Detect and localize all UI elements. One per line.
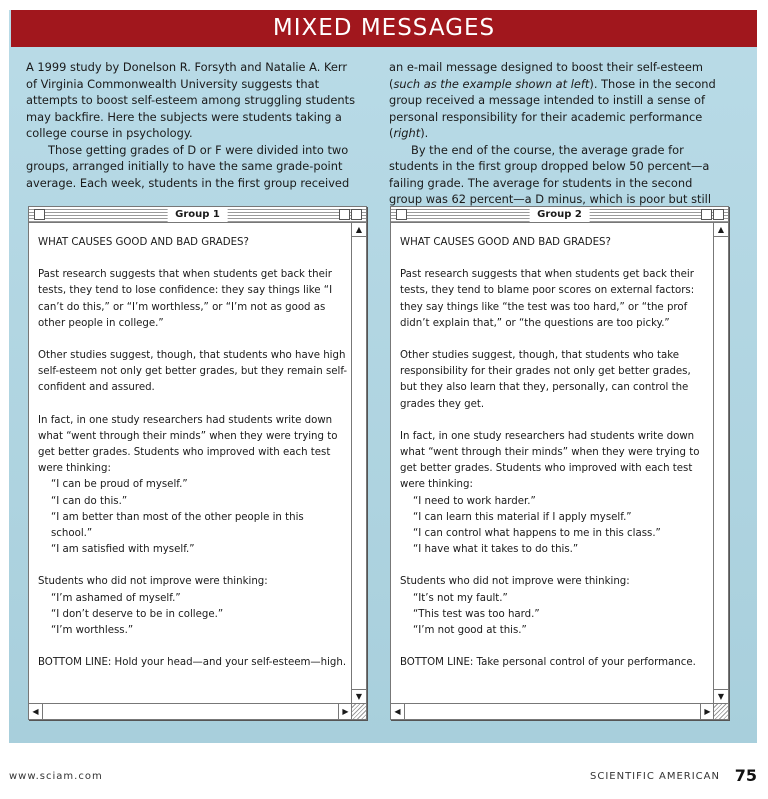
quote-line: “I can control what happens to me in this class.” [413,528,661,540]
quote-line: “I’m worthless.” [51,625,134,637]
horizontal-scrollbar[interactable] [391,703,714,719]
resize-grip-icon[interactable] [713,703,728,719]
body-paragraph: In fact, in one study researchers had students write down what “went through their minds” when they were trying to get better grades. Students who improved with each test were thinking: [400,430,700,491]
body-paragraph: Past research suggests that when students get back their tests, they tend to lose confidence: they say things like “I can’t do this,” or “I’m worthless,” or “I’m not as good as other people in college.” [38,269,333,329]
quote-line: “I need to work harder.” [413,495,536,507]
quote-line: “I can do this.” [51,495,128,507]
window-title: Group 1 [167,207,228,222]
quote-line: “I can be proud of myself.” [51,479,188,491]
quote-line: “I am satisfied with myself.” [51,544,195,556]
close-box-icon[interactable] [34,209,45,220]
scroll-up-arrow-icon[interactable]: ▲ [352,223,366,237]
intro-paragraph: A 1999 study by Donelson R. Forsyth and Natalie A. Kerr of Virginia Commonwealth University suggests that attempts to boost self-esteem among struggling students may backfire. Here the subjects were students taking a college course in psychology. [26,60,356,140]
group1-window [28,206,367,720]
body-paragraph: Other studies suggest, though, that students who take responsibility for their grades not only get better grades, but they also learn that they, personally, can control the grades they get. [400,350,691,410]
intro-paragraph: By the end of the course, the average grade for students in the first group dropped below 50 percent—a failing grade. The average for students in the second group was 62 percent—a D minus, which is poor but still [389,142,711,206]
body-paragraph: Students who did not improve were thinking: [400,576,630,588]
zoom-box-icon[interactable] [701,209,712,220]
quote-line: “It’s not my fault.” [413,592,508,604]
intro-paragraph: Those getting grades of D or F were divided into two groups, arranged initially to have the same grade-point average. Each week, students in the first group received [26,142,350,190]
scroll-down-arrow-icon[interactable]: ▼ [714,689,728,703]
group2-window [390,206,729,720]
resize-grip-icon[interactable] [351,703,366,719]
scroll-right-arrow-icon[interactable]: ▶ [700,704,714,719]
window-titlebar[interactable] [391,207,728,223]
page-number: 75 [734,766,757,785]
collapse-box-icon[interactable] [713,209,724,220]
quote-line: “I’m ashamed of myself.” [51,592,181,604]
footer-url: www.sciam.com [9,771,103,782]
quote-line: “I can learn this material if I apply myself.” [413,511,632,523]
intro-column-right [389,59,724,224]
vertical-scrollbar[interactable] [351,223,366,703]
body-paragraph: In fact, in one study researchers had students write down what “went through their minds” when they were trying to get better grades. Students who improved with each test were thinking: [38,414,338,475]
window-title: Group 2 [529,207,590,222]
footer-magazine-name: SCIENTIFIC AMERICAN [590,771,720,782]
intro-paragraph: an e-mail message designed to boost their self-esteem (such as the example shown at left). Those in the second group received a message intended to instill a sense of personal responsibility for their academic performance (right). [389,60,716,140]
page-title-banner: MIXED MESSAGES [11,10,757,47]
bottom-line: BOTTOM LINE: Hold your head—and your self-esteem—high. [38,657,347,669]
body-paragraph: Past research suggests that when students get back their tests, they tend to blame poor scores on external factors: they say things like “the test was too hard,” or “the prof didn’t explain that,” or “the questions are too picky.” [400,269,695,329]
window-heading: WHAT CAUSES GOOD AND BAD GRADES? [38,237,249,248]
scroll-up-arrow-icon[interactable]: ▲ [714,223,728,237]
horizontal-scrollbar[interactable] [29,703,352,719]
bottom-line: BOTTOM LINE: Take personal control of your performance. [400,657,696,669]
quote-line: “I have what it takes to do this.” [413,544,579,556]
collapse-box-icon[interactable] [351,209,362,220]
quote-line: “I don’t deserve to be in college.” [51,608,224,620]
window-heading: WHAT CAUSES GOOD AND BAD GRADES? [400,237,611,248]
body-paragraph: Other studies suggest, though, that students who have high self-esteem not only get better grades, but they remain self-confident and assured. [38,350,348,394]
scroll-down-arrow-icon[interactable]: ▼ [352,689,366,703]
window-titlebar[interactable] [29,207,366,223]
quote-line: “I am better than most of the other people in this school.” [51,511,304,540]
body-paragraph: Students who did not improve were thinking: [38,576,268,588]
window-content [38,235,348,671]
scroll-left-arrow-icon[interactable]: ◀ [29,704,43,719]
zoom-box-icon[interactable] [339,209,350,220]
quote-line: “I’m not good at this.” [413,625,527,637]
scroll-right-arrow-icon[interactable]: ▶ [338,704,352,719]
close-box-icon[interactable] [396,209,407,220]
intro-column-left [26,59,356,191]
scroll-left-arrow-icon[interactable]: ◀ [391,704,405,719]
window-content [400,235,710,671]
quote-line: “This test was too hard.” [413,608,540,620]
vertical-scrollbar[interactable] [713,223,728,703]
